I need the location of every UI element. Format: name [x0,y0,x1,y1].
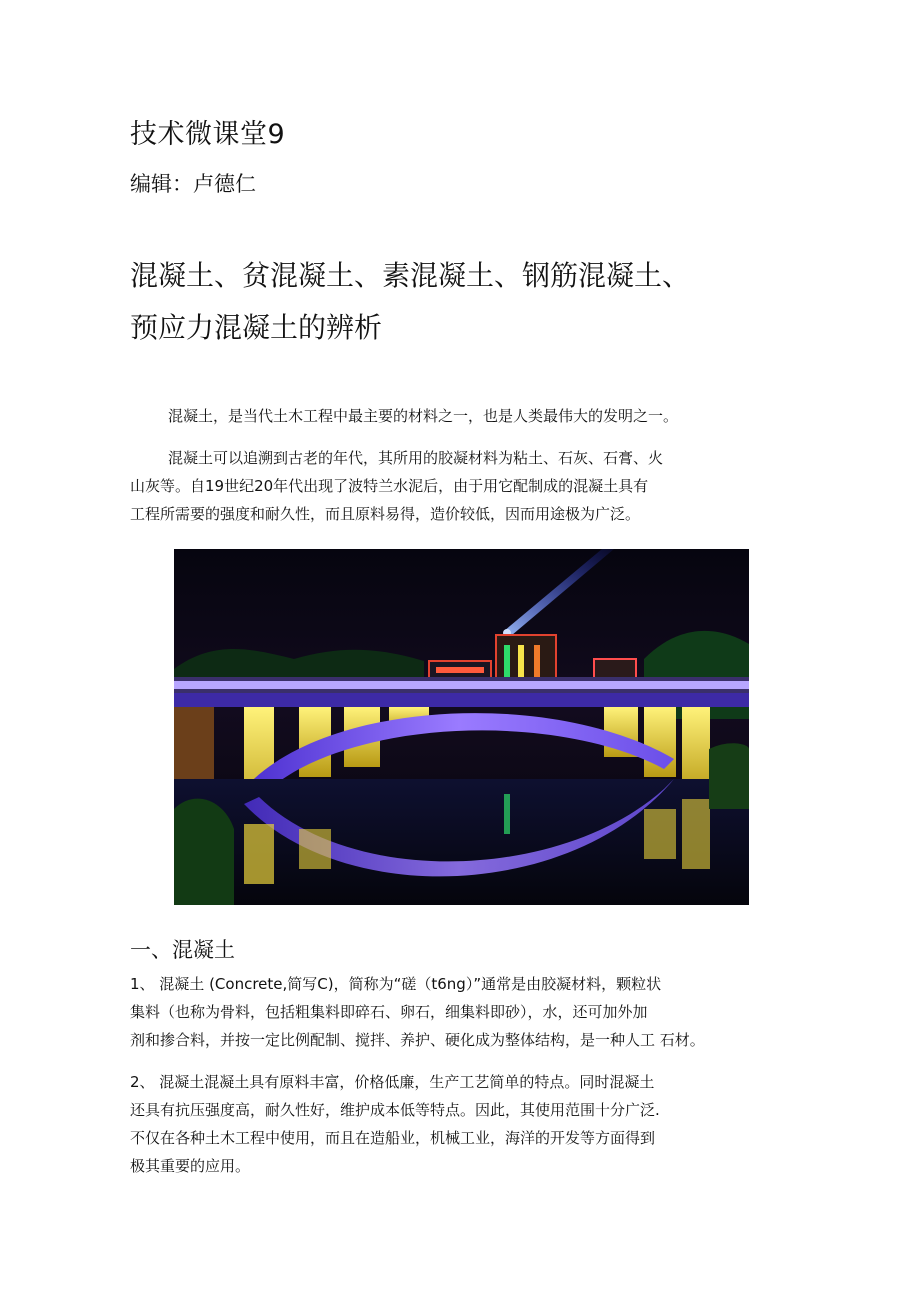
history-line-3: 工程所需要的强度和耐久性，而且原料易得，造价较低，因而用途极为广泛。 [130,505,641,523]
bridge-night-photo [174,549,749,905]
list-item-1 [130,970,705,1054]
item2-line-4: 极其重要的应用。 [130,1157,251,1175]
editor-line: 编辑：卢德仁 [130,172,256,196]
document-title: 技术微课堂9 [130,119,286,150]
item1-line-3: 剂和掺合料，并按一定比例配制、搅拌、养护、硬化成为整体结构，是一种人工 石材。 [130,1031,705,1049]
article-title-line-1: 混凝土、贫混凝土、素混凝土、钢筋混凝土、 [130,259,691,292]
history-line-1: 混凝土可以追溯到古老的年代，其所用的胶凝材料为粘土、石灰、石膏、火 [168,449,664,467]
item2-line-1: 2、 混凝土混凝土具有原料丰富，价格低廉，生产工艺简单的特点。同时混凝土 [130,1073,655,1091]
section-heading-concrete: 一、混凝土 [130,938,235,962]
history-paragraph [130,444,770,528]
list-item-2 [130,1068,660,1180]
item1-line-2: 集料（也称为骨料，包括粗集料即碎石、卵石，细集料即砂），水，还可加外加 [130,1003,648,1021]
item2-line-2: 还具有抗压强度高，耐久性好，维护成本低等特点。因此，其使用范围十分广泛. [130,1101,660,1119]
history-line-2: 山灰等。自19世纪20年代出现了波特兰水泥后，由于用它配制成的混凝土具有 [130,477,649,495]
item2-line-3: 不仅在各种土木工程中使用，而且在造船业，机械工业，海洋的开发等方面得到 [130,1129,656,1147]
item1-line-1: 1、 混凝土 (Concrete,简写C)，简称为“磋（t6ng）”通常是由胶凝材料，颗粒状 [130,975,662,993]
article-title [130,250,790,354]
article-title-line-2: 预应力混凝土的辨析 [130,311,383,344]
intro-paragraph: 混凝土，是当代土木工程中最主要的材料之一，也是人类最伟大的发明之一。 [168,407,679,425]
